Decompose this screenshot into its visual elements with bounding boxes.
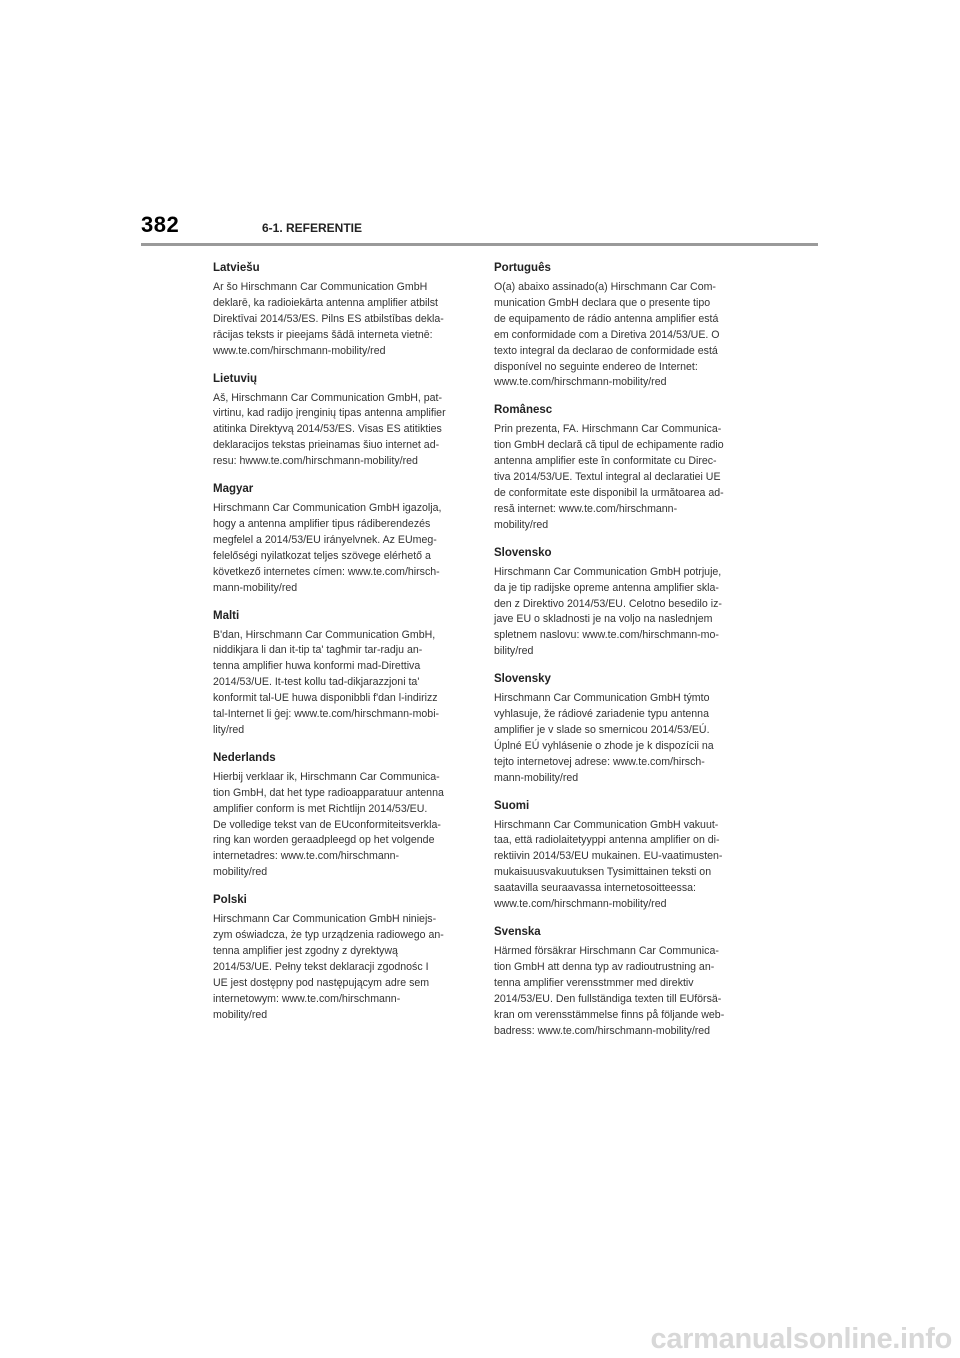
section-text: Ar šo Hirschmann Car Communication GmbH deklarē, ka radioiekārta antenna amplifier atbilst Direktīvai 2014/53/ES. Pilns ES atbilstības dekla- rācijas teksts ir pieejams šādā interneta vietnē: www.te.com/hirschmann-mobility/red: [213, 281, 444, 357]
section-heading: Svenska: [494, 926, 541, 938]
section-text: B'dan, Hirschmann Car Communication GmbH, niddikjara li dan it-tip ta' tagħmir tar-radju an- tenna amplifier huwa konformi mad-Direttiva 2014/53/UE. It-test kollu tad-dikjarazzjoni ta' konformit tal-UE huwa disponibbli f'dan l-indirizz tal-Internet li ġej: www.te.com/hirschmann-mobi- lity/red: [213, 628, 440, 736]
section-text: Hirschmann Car Communication GmbH potrjuje, da je tip radijske opreme antenna amplifier skla- den z Direktivo 2014/53/EU. Celotno besedilo iz- jave EU o skladnosti je na voljo na naslednjem spletnem naslovu: www.te.com/hirschmann-mo- bility/red: [494, 565, 722, 658]
section-heading: Latviešu: [213, 262, 260, 274]
section-text: Hierbij verklaar ik, Hirschmann Car Communica- tion GmbH, dat het type radioapparatuur antenna amplifier conform is met Richtlijn 2014/53/EU. De volledige tekst van de EUconformiteitsverkla- ring kan worden geraadpleegd op het volgende internetadres: www.te.com/hirschmann- mobility/red: [213, 770, 444, 879]
declaration-swedish: [494, 926, 749, 1039]
right-column: [494, 262, 749, 1052]
section-heading: Magyar: [213, 483, 254, 496]
declaration-romanian: [494, 404, 749, 533]
chapter-title: 6-1. REFERENTIE: [262, 221, 363, 235]
section-heading: Lietuvių: [213, 372, 258, 385]
left-column: [213, 262, 468, 1037]
section-text: Prin prezenta, FA. Hirschmann Car Communica- tion GmbH declară că tipul de echipamente radio antenna amplifier este în conformitate cu Direc- tiva 2014/53/UE. Textul integral al declaratiei UE de conformitate este disponibil la următoarea ad- resă internet: www.te.com/hirschmann- mobility/red: [494, 423, 724, 531]
section-heading: Malti: [213, 609, 240, 622]
watermark: carmanualsonline.info: [650, 1323, 952, 1355]
declaration-polish: [213, 894, 468, 1023]
section-heading: Suomi: [494, 799, 530, 812]
declaration-portuguese: [494, 262, 749, 391]
section-heading: Slovensko: [494, 546, 552, 559]
declaration-latvian: [213, 262, 468, 360]
section-heading: Slovensky: [494, 673, 551, 686]
section-text: Hirschmann Car Communication GmbH igazolja, hogy a antenna amplifier tipus rádiberendezés megfelel a 2014/53/EU irányelvnek. Az EUmeg- felelőségi nyilatkozat teljes szövege elérhető a következő internetes címen: www.te.com/hirsch- mann-mobility/red: [213, 502, 442, 594]
section-text: Hirschmann Car Communication GmbH týmto vyhlasuje, že rádiové zariadenie typu antenna amplifier je v slade so smernicou 2014/53/EÚ. Úplné EÚ vyhlásenie o zhode je k dispozícii na tejto internetovej adrese: www.te.com/hirsch- mann-mobility/red: [494, 692, 714, 784]
section-text: O(a) abaixo assinado(a) Hirschmann Car Com- munication GmbH declara que o presente tipo de equipamento de rádio antenna amplifier está em conformidade com a Diretiva 2014/53/UE. O texto integral da declarao de conformidade está disponível no seguinte endereo de Internet: www.te.com/hirschmann-mobility/red: [494, 281, 720, 389]
section-heading: Românesc: [494, 404, 553, 417]
section-text: Hirschmann Car Communication GmbH vakuut- taa, että radiolaitetyyppi antenna amplifier on di- rektiivin 2014/53/EU mukainen. EU-vaatimusten- mukaisuusvakuutuksen Tysimittainen teksti on saatavilla seuraavassa internetosoitteessa: www.te.com/hirschmann-mobility/red: [494, 818, 723, 911]
page-number: 382: [141, 212, 180, 237]
section-text: Hirschmann Car Communication GmbH niniejs- zym oświadcza, że typ urządzenia radiowego an- tenna amplifier jest zgodny z dyrektywą 2014/53/UE. Pełny tekst deklaracji zgodnośc I UE jest dostępny pod następującym adre sem internetowym: www.te.com/hirschmann- mobility/red: [213, 913, 444, 1021]
declaration-maltese: [213, 610, 468, 739]
declaration-slovenian: [494, 547, 749, 660]
section-text: Härmed försäkrar Hirschmann Car Communica- tion GmbH att denna typ av radioutrustning an- tenna amplifier verensstmmer med direktiv 2014/53/EU. Den fullständiga texten till EUförsä- kran om verensstämmelse finns på följande web- badress: www.te.com/hirschmann-mobility/red: [494, 945, 725, 1037]
declaration-hungarian: [213, 483, 468, 596]
section-heading: Polski: [213, 894, 247, 907]
section-text: Aš, Hirschmann Car Communication GmbH, pat- virtinu, kad radijo įrenginių tipas antenna amplifier atitinka Direktyvą 2014/53/ES. Visas ES atitikties deklaracijos tekstas prieinamas šiuo internet ad- resu: hwww.te.com/hirschmann-mobility/red: [213, 391, 446, 468]
section-heading: Nederlands: [213, 751, 276, 764]
header-rule: [141, 243, 818, 246]
declaration-lithuanian: [213, 373, 468, 471]
declaration-finnish: [494, 800, 749, 913]
declaration-dutch: [213, 752, 468, 881]
declaration-slovak: [494, 673, 749, 786]
section-heading: Português: [494, 262, 551, 274]
